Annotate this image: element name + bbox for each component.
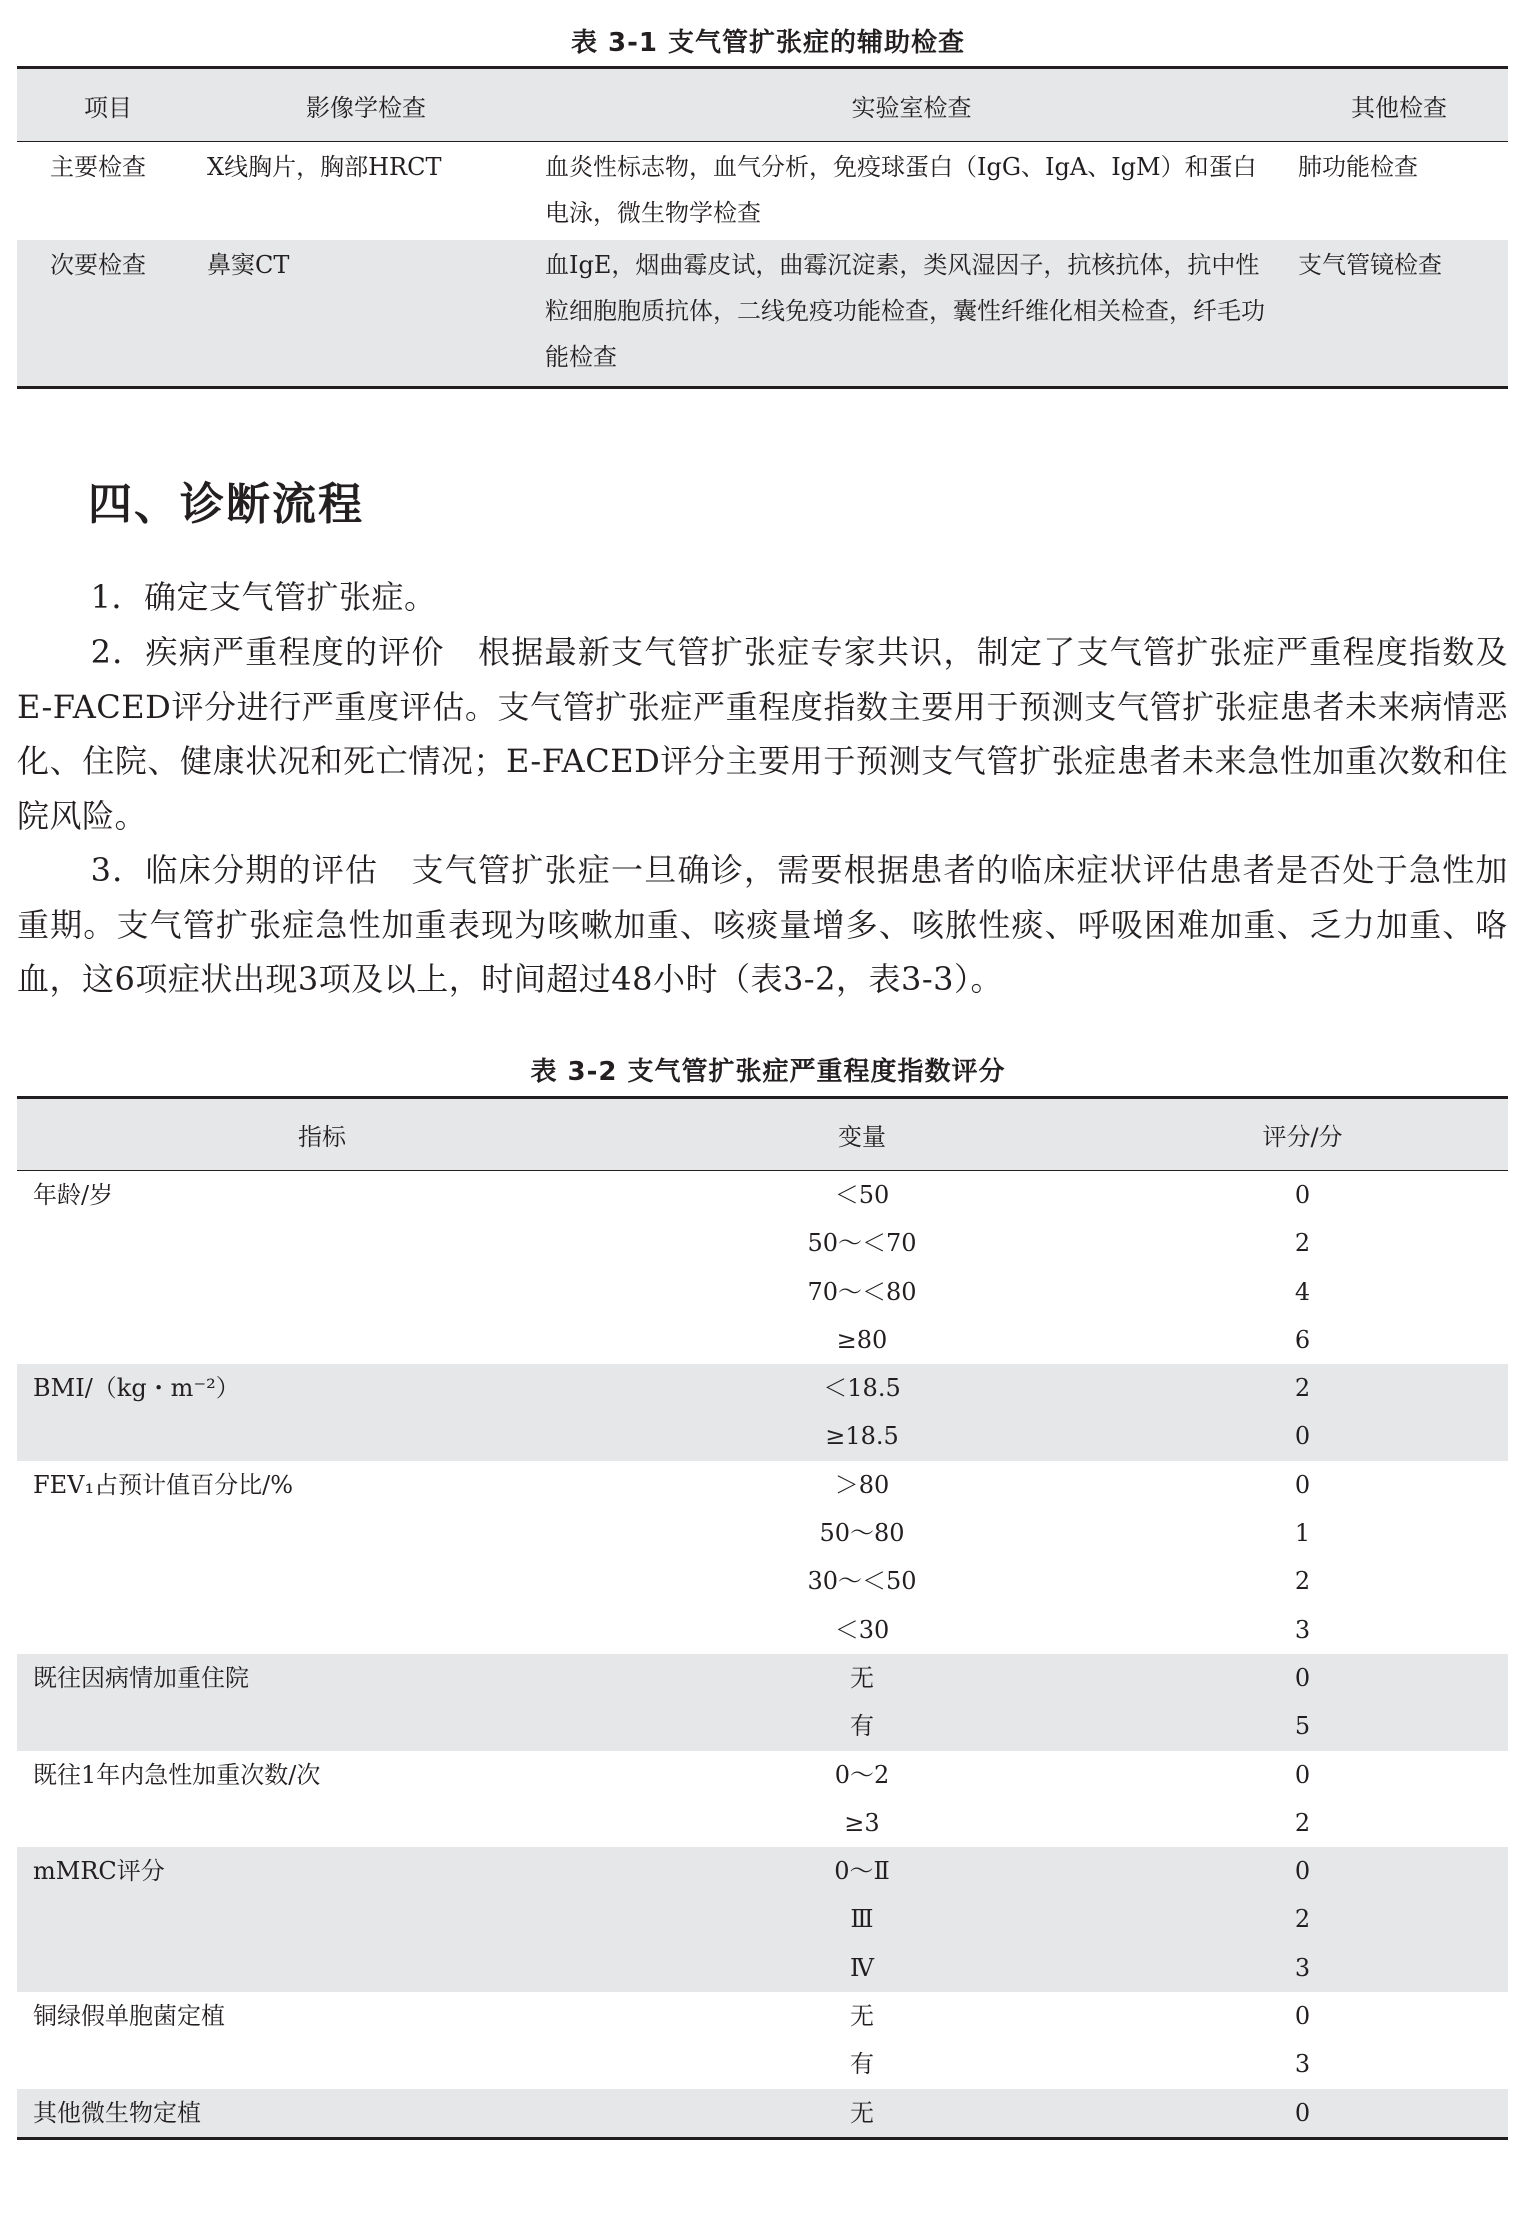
variable-cell: 无 (850, 2098, 874, 2127)
table-3-2-caption: 表 3-2 支气管扩张症严重程度指数评分 (530, 1057, 1006, 1087)
score-cell: 0 (1294, 1857, 1311, 1886)
table-cell: X线胸片，胸部HRCT (207, 153, 442, 181)
table-cell: 血炎性标志物，血气分析，免疫球蛋白（IgG、IgA、IgM）和蛋白电泳，微生物学检查 (545, 153, 1257, 227)
variable-cell: 无 (850, 2002, 874, 2031)
indicator-cell: 既往因病情加重住院 (33, 1663, 249, 1692)
indicator-cell: BMI/（kg・m⁻²） (33, 1374, 240, 1403)
table-cell: 鼻窦CT (207, 251, 290, 279)
table-cell: 主要检查 (50, 153, 146, 181)
variable-cell: 50～＜70 (807, 1229, 917, 1258)
table-3-2-header-row (17, 1098, 1508, 1171)
score-cell: 0 (1294, 1181, 1311, 1209)
table-3-2 (17, 1096, 1508, 2140)
table-row (17, 2089, 1508, 2139)
table-3-1 (17, 66, 1508, 389)
score-cell: 5 (1294, 1712, 1311, 1741)
table-cell: 血IgE，烟曲霉皮试，曲霉沉淀素，类风湿因子，抗核抗体，抗中性粒细胞胞质抗体，二线免疫功能检查，囊性纤维化相关检查，纤毛功能检查 (545, 251, 1265, 371)
table-3-2-header: 指标 (17, 1098, 627, 1171)
table-row (17, 1751, 1508, 1799)
score-cell: 2 (1294, 1229, 1311, 1258)
score-cell: 2 (1294, 1374, 1311, 1403)
score-cell: 0 (1294, 1663, 1311, 1692)
indicator-cell: 年龄/岁 (33, 1181, 114, 1209)
variable-cell: 0～Ⅱ (834, 1857, 890, 1886)
table-3-1-header-row (17, 68, 1508, 142)
variable-cell: ＞80 (834, 1470, 890, 1499)
variable-cell: ≥80 (836, 1325, 888, 1354)
table-cell: 次要检查 (50, 251, 146, 279)
variable-cell: ＜30 (834, 1615, 890, 1644)
table-3-1-header: 实验室检查 (533, 68, 1290, 142)
paragraph: 2．疾病严重程度的评价 根据最新支气管扩张症专家共识，制定了支气管扩张症严重程度指数及E-FACED评分进行严重度评估。支气管扩张症严重程度指数主要用于预测支气管扩张症患者未来病情恶化、住院、健康状况和死亡情况；E-FACED评分主要用于预测支气管扩张症患者未来急性加重次数和住院风险。 (17, 633, 1508, 835)
score-cell: 0 (1294, 2002, 1311, 2031)
table-row (17, 1654, 1508, 1702)
score-cell: 0 (1294, 1470, 1311, 1499)
variable-cell: 50～80 (819, 1519, 905, 1548)
table-row (17, 240, 1508, 388)
table-3-2-body (17, 1171, 1508, 2139)
score-cell: 3 (1294, 2050, 1311, 2079)
table-3-2-header: 评分/分 (1097, 1098, 1508, 1171)
variable-cell: 无 (850, 1663, 874, 1692)
table-cell: 支气管镜检查 (1298, 251, 1442, 279)
variable-cell: ＜50 (834, 1181, 890, 1209)
score-cell: 2 (1294, 1567, 1311, 1596)
section-heading: 四、诊断流程 (88, 479, 364, 530)
table-3-1-header: 影像学检查 (199, 68, 533, 142)
variable-cell: 有 (850, 1712, 874, 1741)
score-cell: 3 (1294, 1615, 1311, 1644)
variable-cell: 30～＜50 (807, 1567, 917, 1596)
table-3-2-header: 变量 (627, 1098, 1097, 1171)
score-cell: 0 (1294, 1760, 1311, 1789)
indicator-cell: FEV₁占预计值百分比/% (33, 1470, 294, 1499)
table-row (17, 1364, 1508, 1412)
score-cell: 4 (1294, 1277, 1311, 1306)
table-3-1-caption: 表 3-1 支气管扩张症的辅助检查 (570, 28, 966, 58)
table-row (17, 1171, 1508, 1220)
table-3-1-header: 其他检查 (1290, 68, 1508, 142)
table-row (17, 1992, 1508, 2040)
score-cell: 1 (1294, 1519, 1311, 1548)
table-row (17, 142, 1508, 241)
score-cell: 0 (1294, 2098, 1311, 2127)
paragraph: 3．临床分期的评估 支气管扩张症一旦确诊，需要根据患者的临床症状评估患者是否处于急性加重期。支气管扩张症急性加重表现为咳嗽加重、咳痰量增多、咳脓性痰、呼吸困难加重、乏力加重、咯血，这6项症状出现3项及以上，时间超过48小时（表3-2，表3-3）。 (17, 851, 1508, 999)
table-3-1-header: 项目 (17, 68, 199, 142)
indicator-cell: mMRC评分 (33, 1857, 165, 1886)
variable-cell: ≥3 (844, 1808, 880, 1837)
score-cell: 2 (1294, 1905, 1311, 1934)
indicator-cell: 铜绿假单胞菌定植 (33, 2002, 225, 2031)
indicator-cell: 其他微生物定植 (33, 2098, 201, 2127)
table-row (17, 1461, 1508, 1509)
variable-cell: ＜18.5 (823, 1374, 901, 1403)
variable-cell: 有 (850, 2050, 874, 2079)
score-cell: 0 (1294, 1422, 1311, 1451)
variable-cell: Ⅳ (850, 1953, 874, 1982)
table-row (17, 1847, 1508, 1895)
score-cell: 2 (1294, 1808, 1311, 1837)
table-cell: 肺功能检查 (1298, 153, 1418, 181)
indicator-cell: 既往1年内急性加重次数/次 (33, 1760, 321, 1789)
variable-cell: Ⅲ (850, 1905, 874, 1934)
score-cell: 6 (1294, 1325, 1311, 1354)
variable-cell: 70～＜80 (807, 1277, 917, 1306)
variable-cell: ≥18.5 (825, 1422, 899, 1451)
score-cell: 3 (1294, 1953, 1311, 1982)
paragraph: 1．确定支气管扩张症。 (90, 578, 437, 616)
variable-cell: 0～2 (834, 1760, 890, 1789)
